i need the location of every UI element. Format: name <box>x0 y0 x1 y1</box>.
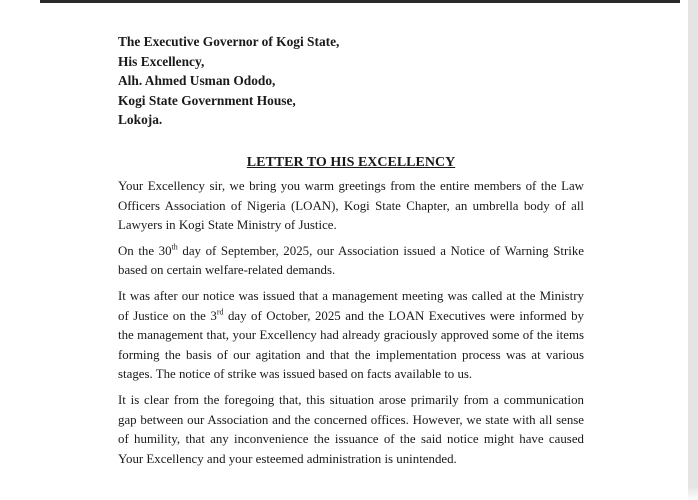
letter-heading: LETTER TO HIS EXCELLENCY <box>246 154 456 170</box>
paragraph-notice-text: On the 30 <box>118 243 172 258</box>
paragraph-meeting-text-rest: day of October, 2025 and the LOAN Executives were informed by the management that, your Excellency had already graciously approved some of the items forming the basis of our agitation and that the implementation process was at various stages. The notice of strike was issued based on facts available to us. <box>118 308 584 382</box>
ordinal-suffix: th <box>171 242 178 252</box>
top-border-rule <box>40 0 680 3</box>
paragraph-notice-text-rest: day of September, 2025, our Association issued a Notice of Warning Strike based on certain welfare-related demands. <box>118 243 584 278</box>
address-line-3: Alh. Ahmed Usman Ododo, <box>118 73 276 89</box>
address-line-5: Lokoja. <box>118 112 163 128</box>
recipient-address <box>118 32 584 130</box>
address-line-1: The Executive Governor of Kogi State, <box>118 34 340 49</box>
paragraph-meeting <box>118 287 584 385</box>
address-line-2: His Excellency, <box>118 53 205 69</box>
paragraph-meeting-text: It was after our notice was issued that a management meeting was called at the Ministry of Justice on the 3 <box>118 288 584 323</box>
ordinal-suffix: rd <box>216 307 224 317</box>
address-line-4: Kogi State Government House, <box>118 92 296 108</box>
paragraph-greeting: Your Excellency sir, we bring you warm greetings from the entire members of the Law Officers Association of Nigeria (LOAN), Kogi State Chapter, an umbrella body of all Lawyers in Kogi State Ministry of Justice. <box>118 178 584 233</box>
page-edge <box>688 0 698 500</box>
bottom-fade <box>0 486 698 500</box>
letter-page <box>118 26 584 475</box>
paragraph-clarification: It is clear from the foregoing that, this situation arose primarily from a communication gap between our Association and the concerned offices. However, we state with all sense of humility, that any inconvenience the issuance of the said notice might have caused Your Excellency and your esteemed administration is unintended. <box>118 392 584 466</box>
paragraph-notice <box>118 242 584 281</box>
